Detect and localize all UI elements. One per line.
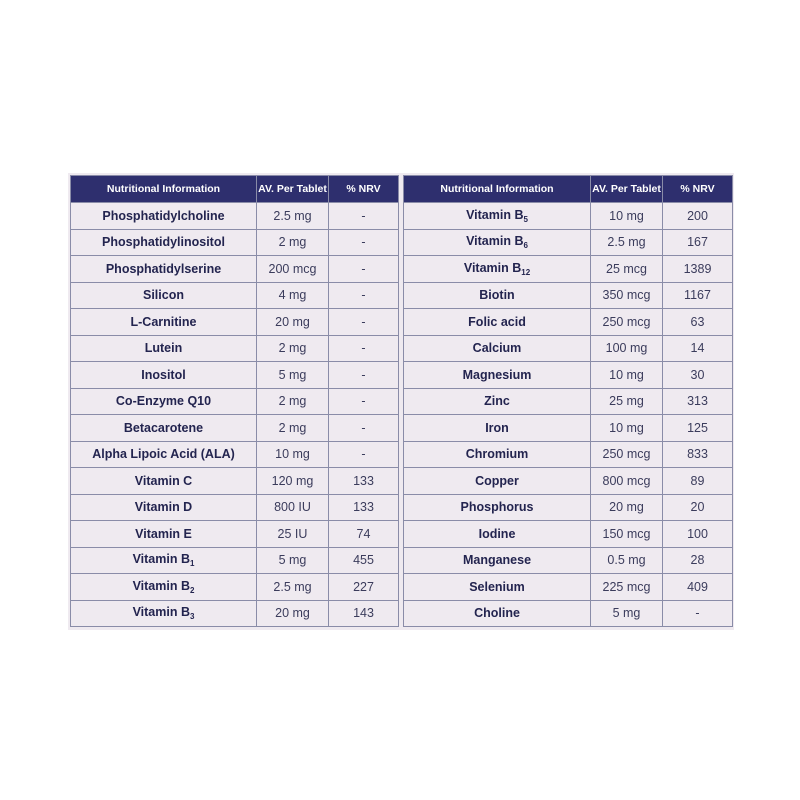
nutrient-name: [404, 309, 591, 336]
nutrient-name-text: Vitamin B: [463, 260, 522, 275]
nutrient-name: [404, 203, 591, 230]
table-row: [71, 362, 399, 389]
nrv-percent: 409: [663, 574, 733, 601]
table-row: [71, 468, 399, 495]
amount-per-tablet: 20 mg: [257, 600, 329, 627]
nutrient-name-text: Chromium: [465, 447, 529, 462]
nutrient-name-text: Phosphatidylcholine: [102, 208, 225, 223]
nrv-percent: -: [329, 309, 399, 336]
amount-per-tablet: 2 mg: [257, 388, 329, 415]
nrv-percent: 20: [663, 494, 733, 521]
amount-per-tablet: 250 mcg: [591, 441, 663, 468]
nutrient-name: [404, 494, 591, 521]
table-row: [71, 282, 399, 309]
table-row: [404, 415, 733, 442]
amount-per-tablet: 20 mg: [591, 494, 663, 521]
table-row: [71, 600, 399, 627]
table-row: [71, 309, 399, 336]
amount-per-tablet: 225 mcg: [591, 574, 663, 601]
amount-per-tablet: 10 mg: [591, 203, 663, 230]
amount-per-tablet: 200 mcg: [257, 256, 329, 283]
amount-per-tablet: 5 mg: [257, 362, 329, 389]
nutrient-name-text: Calcium: [472, 341, 522, 356]
header-per-tablet: AV. Per Tablet: [591, 176, 663, 203]
table-row: [71, 494, 399, 521]
nutrient-name-text: Biotin: [479, 288, 515, 303]
nutrition-label: [68, 173, 734, 630]
table-row: [404, 282, 733, 309]
nutrient-name-text: Vitamin B: [132, 552, 190, 567]
table-row: [404, 229, 733, 256]
nutrient-name: [71, 441, 257, 468]
table-row: [404, 309, 733, 336]
nutrient-name: [404, 256, 591, 283]
table-row: [404, 468, 733, 495]
nutrient-name-text: Vitamin E: [135, 526, 192, 541]
nrv-percent: 14: [663, 335, 733, 362]
nrv-percent: -: [329, 415, 399, 442]
nutrient-name-text: Lutein: [144, 341, 183, 356]
nrv-percent: -: [329, 203, 399, 230]
table-row: [404, 203, 733, 230]
nutrient-name-text: Vitamin D: [134, 500, 193, 515]
table-row: [71, 256, 399, 283]
amount-per-tablet: 100 mg: [591, 335, 663, 362]
amount-per-tablet: 350 mcg: [591, 282, 663, 309]
nutrient-name: [71, 256, 257, 283]
nrv-percent: -: [329, 282, 399, 309]
nutrient-name: [71, 574, 257, 601]
nutrient-name-text: Copper: [475, 473, 519, 488]
nrv-percent: 100: [663, 521, 733, 548]
nutrient-subscript: 2: [189, 585, 195, 595]
nutrient-name: [71, 468, 257, 495]
table-row: [404, 335, 733, 362]
nutrient-name-text: Magnesium: [462, 367, 532, 382]
nutrient-subscript: 1: [189, 559, 195, 569]
nrv-percent: 30: [663, 362, 733, 389]
nutrient-name: [404, 229, 591, 256]
nutrient-name-text: Vitamin C: [134, 473, 193, 488]
nutrient-name-text: Choline: [474, 606, 520, 621]
nrv-percent: -: [663, 600, 733, 627]
table-row: [71, 203, 399, 230]
nutrient-name: [71, 415, 257, 442]
amount-per-tablet: 10 mg: [591, 362, 663, 389]
table-row: [404, 494, 733, 521]
amount-per-tablet: 800 mcg: [591, 468, 663, 495]
header-nutritional-information: Nutritional Information: [404, 176, 591, 203]
nrv-percent: 133: [329, 468, 399, 495]
nutrient-name: [71, 282, 257, 309]
amount-per-tablet: 20 mg: [257, 309, 329, 336]
header-nutritional-information: Nutritional Information: [71, 176, 257, 203]
amount-per-tablet: 25 IU: [257, 521, 329, 548]
header-nrv: % NRV: [329, 176, 399, 203]
nutrient-name-text: Silicon: [143, 288, 184, 303]
header-nrv: % NRV: [663, 176, 733, 203]
nrv-percent: 313: [663, 388, 733, 415]
nutrient-name-text: Phosphatidylinositol: [102, 235, 225, 250]
table-row: [404, 256, 733, 283]
nutrient-subscript: 6: [523, 241, 528, 251]
nutrient-name: [71, 388, 257, 415]
nutrient-name: [71, 203, 257, 230]
nutrient-name: [71, 600, 257, 627]
nutrient-subscript: 5: [523, 214, 528, 224]
table-row: [71, 388, 399, 415]
nutrient-name: [404, 362, 591, 389]
nutrient-name-text: L-Carnitine: [130, 314, 197, 329]
amount-per-tablet: 2 mg: [257, 229, 329, 256]
nrv-percent: 1167: [663, 282, 733, 309]
table-row: [404, 388, 733, 415]
nutrition-table-right: [403, 175, 733, 627]
nutrient-name: [71, 309, 257, 336]
nutrient-name-text: Vitamin B: [466, 234, 524, 249]
nutrient-subscript: 12: [521, 267, 531, 277]
amount-per-tablet: 10 mg: [591, 415, 663, 442]
nutrient-name: [71, 335, 257, 362]
nutrient-name: [404, 415, 591, 442]
amount-per-tablet: 2.5 mg: [591, 229, 663, 256]
nrv-percent: -: [329, 441, 399, 468]
table-row: [71, 547, 399, 574]
nrv-percent: 1389: [663, 256, 733, 283]
amount-per-tablet: 0.5 mg: [591, 547, 663, 574]
table-row: [404, 574, 733, 601]
nutrient-name-text: Vitamin B: [466, 207, 524, 222]
amount-per-tablet: 5 mg: [591, 600, 663, 627]
amount-per-tablet: 120 mg: [257, 468, 329, 495]
amount-per-tablet: 150 mcg: [591, 521, 663, 548]
nutrient-name-text: Phosphatidylserine: [105, 261, 222, 276]
nrv-percent: -: [329, 362, 399, 389]
amount-per-tablet: 250 mcg: [591, 309, 663, 336]
amount-per-tablet: 800 IU: [257, 494, 329, 521]
nutrient-name: [404, 441, 591, 468]
nrv-percent: 28: [663, 547, 733, 574]
nrv-percent: 200: [663, 203, 733, 230]
nutrient-name: [71, 494, 257, 521]
amount-per-tablet: 4 mg: [257, 282, 329, 309]
table-row: [404, 521, 733, 548]
amount-per-tablet: 10 mg: [257, 441, 329, 468]
nutrient-name: [71, 547, 257, 574]
nrv-percent: -: [329, 335, 399, 362]
nutrient-name-text: Inositol: [141, 367, 186, 382]
nrv-percent: -: [329, 229, 399, 256]
nutrient-name: [404, 521, 591, 548]
nutrient-name-text: Betacarotene: [123, 420, 204, 435]
nrv-percent: -: [329, 388, 399, 415]
nrv-percent: 133: [329, 494, 399, 521]
nutrient-name-text: Folic acid: [468, 314, 526, 329]
nrv-percent: 125: [663, 415, 733, 442]
amount-per-tablet: 2.5 mg: [257, 203, 329, 230]
nutrient-name-text: Vitamin B: [132, 605, 190, 620]
nutrient-name-text: Vitamin B: [132, 578, 190, 593]
nutrient-name: [404, 468, 591, 495]
table-row: [404, 441, 733, 468]
table-row: [404, 600, 733, 627]
table-row: [404, 547, 733, 574]
nutrient-name: [71, 521, 257, 548]
table-row: [71, 229, 399, 256]
nrv-percent: 74: [329, 521, 399, 548]
table-header-row: [404, 176, 733, 203]
amount-per-tablet: 25 mg: [591, 388, 663, 415]
nutrient-name-text: Iodine: [478, 526, 516, 541]
nrv-percent: 63: [663, 309, 733, 336]
table-row: [71, 521, 399, 548]
amount-per-tablet: 2 mg: [257, 335, 329, 362]
nutrient-name-text: Manganese: [462, 553, 532, 568]
nutrient-name: [404, 547, 591, 574]
nutrient-name: [71, 362, 257, 389]
nrv-percent: 833: [663, 441, 733, 468]
nutrient-name-text: Co-Enzyme Q10: [115, 394, 212, 409]
amount-per-tablet: 2 mg: [257, 415, 329, 442]
nutrient-name: [404, 282, 591, 309]
table-header-row: [71, 176, 399, 203]
nutrient-name: [404, 335, 591, 362]
nrv-percent: 143: [329, 600, 399, 627]
nutrient-name-text: Iron: [485, 420, 509, 435]
header-per-tablet: AV. Per Tablet: [257, 176, 329, 203]
table-row: [71, 415, 399, 442]
nutrient-name-text: Alpha Lipoic Acid (ALA): [92, 447, 235, 462]
table-row: [71, 574, 399, 601]
table-row: [71, 441, 399, 468]
nutrient-name: [404, 388, 591, 415]
table-row: [404, 362, 733, 389]
nrv-percent: 227: [329, 574, 399, 601]
nrv-percent: 89: [663, 468, 733, 495]
amount-per-tablet: 25 mcg: [591, 256, 663, 283]
nrv-percent: -: [329, 256, 399, 283]
nutrient-subscript: 3: [189, 612, 195, 622]
amount-per-tablet: 5 mg: [257, 547, 329, 574]
nutrient-name: [71, 229, 257, 256]
nutrient-name-text: Zinc: [484, 394, 510, 409]
amount-per-tablet: 2.5 mg: [257, 574, 329, 601]
table-row: [71, 335, 399, 362]
nutrition-table-left: [70, 175, 399, 627]
nrv-percent: 167: [663, 229, 733, 256]
nrv-percent: 455: [329, 547, 399, 574]
nutrient-name: [404, 574, 591, 601]
nutrient-name-text: Phosphorus: [460, 500, 534, 515]
nutrient-name-text: Selenium: [469, 579, 525, 594]
nutrient-name: [404, 600, 591, 627]
